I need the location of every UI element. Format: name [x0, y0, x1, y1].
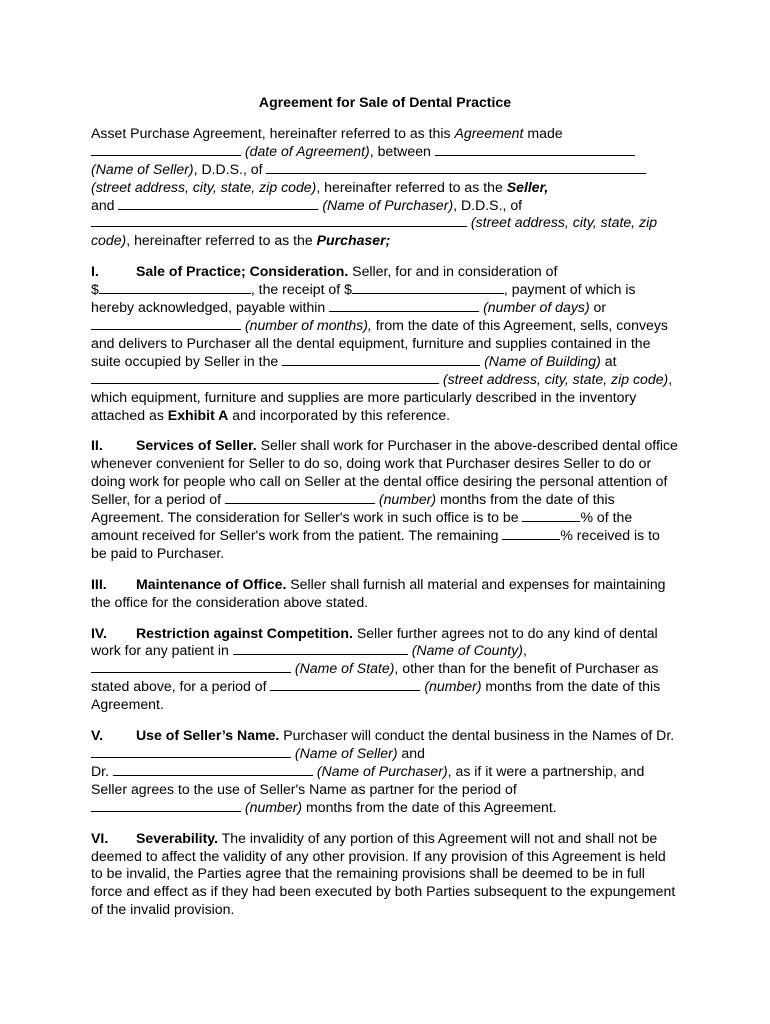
- name-use-period-blank[interactable]: [91, 799, 241, 812]
- document-title: Agreement for Sale of Dental Practice: [258, 94, 512, 110]
- seller-dr-name-blank[interactable]: [91, 745, 291, 758]
- purchaser-name-blank[interactable]: [118, 197, 318, 210]
- section-1: I. Sale of Practice; Consideration. Seller, for and in consideration of $ , the receipt of $ , payment of which is hereby acknowledged, payable within (number of days) or (number of months), from the date of this Agreement, sells, conveys and delivers to Purchaser all the dental equipment, furniture and supplies contained in the suite occupied by Seller in the (Name of Building) at (street address, city, state, zip code), which equipment, furniture and supplies are more particularly described in the inventory attached as Exhibit A and incorporated by this reference.: [91, 263, 673, 423]
- building-address-blank[interactable]: [91, 371, 439, 384]
- restriction-period-blank[interactable]: [270, 678, 420, 691]
- document-page: [91, 94, 679, 932]
- section-4: IV. Restriction against Competition. Seller further agrees not to do any kind of dental work for any patient in (Name of County), (Name of State), other than for the benefit of Purchaser as stated above, for a period of (number) months from the date of this Agreement.: [91, 624, 661, 713]
- seller-percent-blank[interactable]: [522, 509, 580, 522]
- section-3: III. Maintenance of Office. Seller shall furnish all material and expenses for maintaining the office for the consideration above stated.: [91, 575, 666, 610]
- purchaser-address-blank[interactable]: [91, 214, 467, 227]
- service-period-blank[interactable]: [225, 491, 375, 504]
- remaining-percent-blank[interactable]: [502, 527, 560, 540]
- building-blank[interactable]: [282, 353, 480, 366]
- date-blank[interactable]: [91, 143, 241, 156]
- days-blank[interactable]: [329, 299, 479, 312]
- county-blank[interactable]: [233, 642, 408, 655]
- state-blank[interactable]: [91, 660, 291, 673]
- seller-name-blank[interactable]: [435, 143, 635, 156]
- intro-paragraph: Asset Purchase Agreement, hereinafter referred to as this Agreement made (date of Agreement), between (Name of Seller), D.D.S., of (street address, city, state, zip code), hereinafter referred to as the Seller, and (Name of Purchaser), D.D.S., of (street address, city, state, zip code), hereinafter referred to as the Purchaser;: [91, 124, 658, 249]
- months-blank[interactable]: [91, 317, 241, 330]
- consideration-blank[interactable]: [99, 281, 251, 294]
- section-2: II. Services of Seller. Seller shall work for Purchaser in the above-described dental office whenever convenient for Seller to do so, doing work that Purchaser desires Seller to do or doing work for people who call on Seller at the dental office desiring the personal attention of Seller, for a period of (number) months from the date of this Agreement. The consideration for Seller's work in such office is to be % of the amount received for Seller's work from the patient. The remaining % received is to be paid to Purchaser.: [91, 437, 678, 561]
- purchaser-dr-name-blank[interactable]: [113, 763, 313, 776]
- seller-address-blank[interactable]: [266, 161, 646, 174]
- section-6: VI. Severability. The invalidity of any portion of this Agreement will not and shall not be deemed to affect the validity of any other provision. If any provision of this Agreement is held to be invalid, the Parties agree that the remaining provisions shall be deemed to be in full force and effect as if they had been executed by both Parties subsequent to the expungement of the invalid provision.: [91, 829, 676, 918]
- section-5: V. Use of Seller’s Name. Purchaser will conduct the dental business in the Names of Dr. (Name of Seller) and Dr. (Name of Purchaser), as if it were a partnership, and Seller agrees to the use of Seller's Name as partner for the period of (number) months from the date of this Agreement.: [91, 727, 675, 815]
- receipt-blank[interactable]: [352, 281, 504, 294]
